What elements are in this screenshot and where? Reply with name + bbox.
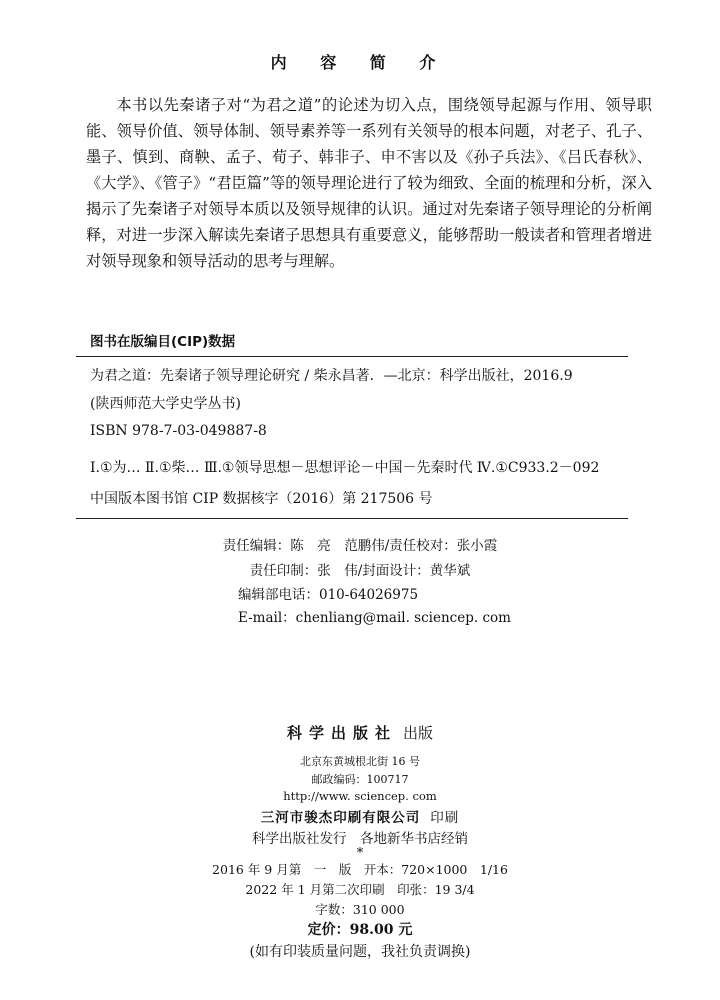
edition-line-2: 2022 年 1 月第二次印刷 印张：19 3/4 [245,882,475,897]
cip-verification: 中国版本图书馆 CIP 数据核字（2016）第 217506 号 [90,491,433,507]
publisher-name: 科学出版社 [286,724,397,742]
publisher-name-suffix: 出版 [403,724,434,742]
credits-production: 责任印制：张 伟/封面设计：黄华斌 [249,563,471,579]
publisher-url: http://www. sciencep. com [283,789,437,803]
printer-line [0,806,720,826]
cip-classification: Ⅰ.①为… Ⅱ.①柴… Ⅲ.①领导思想－思想评论－中国－先秦时代 Ⅳ.①C933.2－092 [90,460,600,476]
cip-title: 图书在版编目(CIP)数据 [90,334,236,350]
quality-note: (如有印装质量问题，我社负责调换) [249,944,471,960]
edition-line-1: 2016 年 9 月第 一 版 开本：720×1000 1/16 [212,862,508,877]
editorial-email: E-mail：chenliang@mail. sciencep. com [238,610,511,626]
printer-suffix: 印刷 [430,810,460,826]
word-count: 字数：310 000 [315,902,405,917]
cip-bottom-rule [76,518,628,519]
cip-record: 为君之道：先秦诸子领导理论研究 / 柴永昌著．—北京：科学出版社，2016.9 [90,368,573,384]
editorial-phone: 编辑部电话：010-64026975 [238,587,419,603]
separator-star: * [356,846,364,861]
distribution-line: 科学出版社发行 各地新华书店经销 [252,831,468,847]
intro-paragraph: 本书以先秦诸子对“为君之道”的论述为切入点，围绕领导起源与作用、领导职能、领导价值、领导体制、领导素养等一系列有关领导的根本问题，对老子、孔子、墨子、慎到、商鞅、孟子、荀子、韩非子、申不害以及《孙子兵法》、《吕氏春秋》、《大学》、《管子》“君臣篇”等的领导理论进行了较为细致、全面的梳理和分析，深入揭示了先秦诸子对领导本质以及领导规律的认识。通过对先秦诸子领导理论的分析阐释，对进一步深入解读先秦诸子思想具有重要意义，能够帮助一般读者和管理者增进对领导现象和领导活动的思考与理解。 [86,96,652,270]
printer-name: 三河市骏杰印刷有限公司 [260,810,421,826]
credits-editors: 责任编辑：陈 亮 范鹏伟/责任校对：张小霞 [222,538,498,554]
intro-title: 内 容 简 介 [270,53,450,72]
cip-top-rule [76,356,628,357]
intro-body [86,92,652,274]
cip-series: (陕西师范大学史学丛书) [90,396,241,412]
cip-isbn: ISBN 978-7-03-049887-8 [90,423,267,439]
publisher-address: 北京东黄城根北街 16 号 [300,755,420,768]
publisher-name-line [0,722,720,743]
publisher-postcode: 邮政编码：100717 [311,773,409,786]
price: 定价：98.00 元 [307,922,413,938]
